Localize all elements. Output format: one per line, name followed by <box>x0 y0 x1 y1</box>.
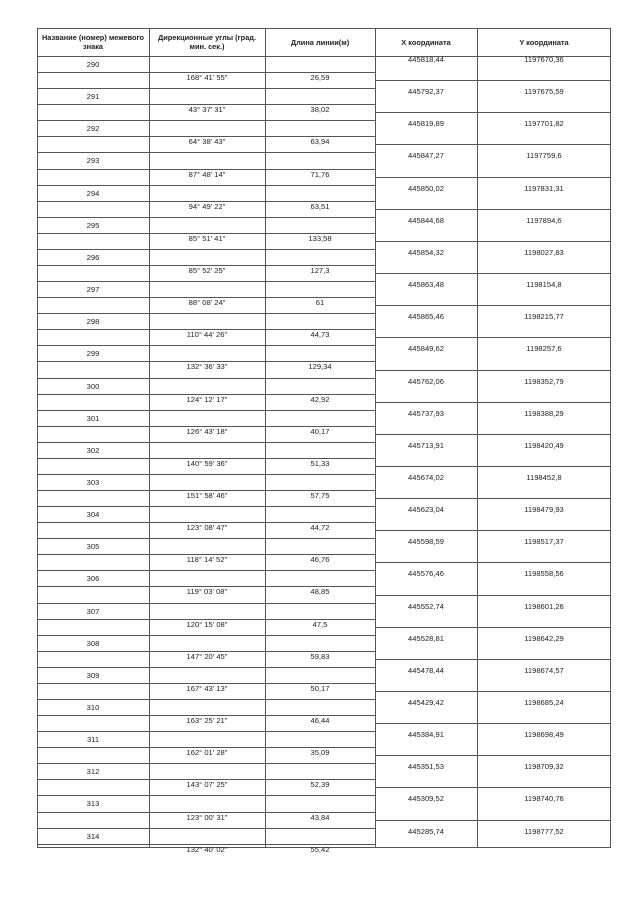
row-divider <box>37 731 375 732</box>
point-name: 304 <box>86 510 100 520</box>
line-length: 46,44 <box>310 716 330 726</box>
table-top-border <box>37 28 611 29</box>
direction-angle: 143° 07' 25" <box>186 780 228 790</box>
line-length: 38,02 <box>310 105 330 115</box>
row-divider <box>37 570 375 571</box>
x-coordinate: 445429,42 <box>408 698 444 707</box>
header-x-coordinate: X координата <box>401 37 451 47</box>
direction-angle: 85° 51' 41" <box>188 233 226 243</box>
point-name: 306 <box>86 574 100 584</box>
row-divider <box>37 120 375 121</box>
header-line-length: Длина линии(м) <box>290 37 350 47</box>
row-divider <box>375 402 611 403</box>
row-divider <box>375 659 611 660</box>
row-divider <box>375 209 611 210</box>
point-name: 293 <box>86 156 100 166</box>
row-divider <box>375 370 611 371</box>
line-length: 26,59 <box>310 73 330 83</box>
direction-angle: 118° 14' 52" <box>186 555 228 565</box>
point-name: 300 <box>86 381 100 391</box>
point-name: 308 <box>86 638 100 648</box>
row-divider <box>37 410 375 411</box>
line-length: 40,17 <box>310 426 330 436</box>
row-divider <box>37 828 375 829</box>
y-coordinate: 1198685,24 <box>524 698 564 707</box>
line-length: 57,75 <box>310 491 330 501</box>
y-coordinate: 1198352,79 <box>524 376 564 386</box>
row-divider <box>375 627 611 628</box>
x-coordinate: 445847,27 <box>408 151 444 161</box>
direction-angle: 140° 59' 36" <box>186 458 228 468</box>
point-name: 313 <box>86 799 100 809</box>
point-name: 312 <box>86 767 100 777</box>
direction-angle: 110° 44' 26" <box>186 330 228 340</box>
point-name: 290 <box>86 60 100 69</box>
x-coordinate: 445674,02 <box>408 472 444 482</box>
x-coordinate: 445737,93 <box>408 408 444 418</box>
x-coordinate: 445384,91 <box>408 730 444 740</box>
line-length: 127,3 <box>310 265 330 275</box>
point-name: 292 <box>86 124 100 134</box>
direction-angle: 94° 49' 22" <box>188 201 226 211</box>
point-name: 294 <box>86 188 100 198</box>
x-coordinate: 445819,89 <box>408 119 444 129</box>
x-coordinate: 445818,44 <box>408 55 444 64</box>
x-coordinate: 445576,46 <box>408 569 444 579</box>
direction-angle: 123° 08' 47" <box>186 523 228 533</box>
y-coordinate: 1198777,52 <box>524 826 564 836</box>
point-name: 299 <box>86 349 100 359</box>
line-length: 35,09 <box>310 748 330 758</box>
point-name: 298 <box>86 317 100 327</box>
line-length: 46,76 <box>310 555 330 565</box>
header-y-coordinate: Y координата <box>519 37 569 47</box>
point-name: 295 <box>86 220 100 230</box>
line-length: 44,73 <box>310 330 330 340</box>
y-coordinate: 1198601,26 <box>524 601 564 611</box>
direction-angle: 163° 25' 21" <box>186 716 228 726</box>
direction-angle: 85° 52' 25" <box>188 265 226 275</box>
row-divider <box>37 635 375 636</box>
line-length: 50,17 <box>310 683 330 693</box>
boundary-table <box>37 28 611 854</box>
row-divider <box>375 112 611 113</box>
point-name: 307 <box>86 606 100 616</box>
y-coordinate: 1198698,49 <box>524 730 564 740</box>
line-length: 129,34 <box>308 362 332 372</box>
point-name: 296 <box>86 252 100 262</box>
row-divider <box>375 144 611 145</box>
y-coordinate: 1198517,37 <box>524 537 564 547</box>
row-divider <box>375 337 611 338</box>
point-name: 305 <box>86 542 100 552</box>
y-coordinate: 1198558,56 <box>524 569 564 579</box>
direction-angle: 64° 38' 43" <box>188 137 226 147</box>
row-divider <box>375 820 611 821</box>
y-coordinate: 1198709,32 <box>524 762 564 772</box>
direction-angle: 126° 43' 18" <box>186 426 228 436</box>
line-length: 63,94 <box>310 137 330 147</box>
x-coordinate: 445598,59 <box>408 537 444 547</box>
y-coordinate: 1197670,36 <box>524 55 564 64</box>
line-length: 43,84 <box>310 812 330 822</box>
row-divider <box>375 498 611 499</box>
line-length: 51,33 <box>310 458 330 468</box>
y-coordinate: 1198388,29 <box>524 408 564 418</box>
row-divider <box>37 442 375 443</box>
point-name: 301 <box>86 413 100 423</box>
y-coordinate: 1197701,82 <box>524 119 564 129</box>
y-coordinate: 1198479,93 <box>524 505 564 515</box>
direction-angle: 132° 40' 02" <box>186 844 228 854</box>
point-name: 309 <box>86 670 100 680</box>
row-divider <box>37 474 375 475</box>
row-divider <box>375 273 611 274</box>
point-name: 302 <box>86 445 100 455</box>
x-coordinate: 445285,74 <box>408 826 444 836</box>
line-length: 52,39 <box>310 780 330 790</box>
direction-angle: 168° 41' 55" <box>186 73 228 83</box>
x-coordinate: 445844,68 <box>408 215 444 225</box>
y-coordinate: 1198257,6 <box>526 344 562 354</box>
header-point-name: Название (номер) межевого знака <box>41 33 145 51</box>
line-length: 71,76 <box>310 169 330 179</box>
line-length: 48,85 <box>310 587 330 597</box>
direction-angle: 43° 37' 31" <box>188 105 226 115</box>
point-name: 297 <box>86 285 100 295</box>
direction-angle: 123° 00' 31" <box>186 812 228 822</box>
row-divider <box>37 506 375 507</box>
row-divider <box>375 434 611 435</box>
point-name: 314 <box>86 831 100 841</box>
header-direction-angle: Дирекционные углы (град. мин. сек.) <box>157 33 257 51</box>
y-coordinate: 1197675,59 <box>524 87 564 97</box>
x-coordinate: 445762,06 <box>408 376 444 386</box>
direction-angle: 87° 48' 14" <box>188 169 226 179</box>
x-coordinate: 445623,04 <box>408 505 444 515</box>
row-divider <box>37 538 375 539</box>
row-divider <box>375 787 611 788</box>
x-coordinate: 445552,74 <box>408 601 444 611</box>
row-divider <box>37 667 375 668</box>
row-divider <box>37 699 375 700</box>
line-length: 59,83 <box>310 651 330 661</box>
point-name: 310 <box>86 703 100 712</box>
x-coordinate: 445854,32 <box>408 247 444 257</box>
y-coordinate: 1198642,29 <box>524 633 564 643</box>
y-coordinate: 1197831,31 <box>524 183 564 193</box>
x-coordinate: 445792,37 <box>408 87 444 97</box>
line-length: 63,51 <box>310 201 330 211</box>
y-coordinate: 1198674,57 <box>524 665 564 675</box>
row-divider <box>375 595 611 596</box>
line-length: 44,72 <box>310 523 330 533</box>
line-length: 61 <box>315 298 325 308</box>
line-length: 47,5 <box>312 619 328 629</box>
direction-angle: 132° 36' 33" <box>186 362 228 372</box>
point-name: 311 <box>86 735 100 745</box>
row-divider <box>375 466 611 467</box>
row-divider <box>37 603 375 604</box>
direction-angle: 167° 43' 13" <box>186 683 228 693</box>
direction-angle: 162° 01' 28" <box>186 748 228 758</box>
row-divider <box>375 723 611 724</box>
y-coordinate: 1197759,6 <box>526 151 562 161</box>
x-coordinate: 445850,02 <box>408 183 444 193</box>
y-coordinate: 1198740,76 <box>524 794 564 804</box>
row-divider <box>37 378 375 379</box>
row-divider <box>37 249 375 250</box>
row-divider <box>375 241 611 242</box>
y-coordinate: 1197894,6 <box>526 215 562 225</box>
row-divider <box>375 177 611 178</box>
x-coordinate: 445478,44 <box>408 665 444 675</box>
row-divider <box>375 562 611 563</box>
direction-angle: 120° 15' 08" <box>186 619 228 629</box>
row-divider <box>375 80 611 81</box>
row-divider <box>37 795 375 796</box>
y-coordinate: 1198154,8 <box>526 280 562 290</box>
row-divider <box>375 305 611 306</box>
row-divider <box>375 755 611 756</box>
row-divider <box>37 345 375 346</box>
x-coordinate: 445309,52 <box>408 794 444 804</box>
row-divider <box>37 217 375 218</box>
point-name: 303 <box>86 477 100 487</box>
y-coordinate: 1198215,77 <box>524 312 564 322</box>
y-coordinate: 1198452,8 <box>526 472 562 482</box>
x-coordinate: 445351,53 <box>408 762 444 772</box>
x-coordinate: 445849,62 <box>408 344 444 354</box>
row-divider <box>375 530 611 531</box>
x-coordinate: 445713,91 <box>408 440 444 450</box>
row-divider <box>37 763 375 764</box>
direction-angle: 88° 08' 24" <box>188 298 226 308</box>
row-divider <box>37 313 375 314</box>
y-coordinate: 1198027,83 <box>524 247 564 257</box>
x-coordinate: 445528,81 <box>408 633 444 643</box>
line-length: 133,58 <box>308 233 332 243</box>
row-divider <box>37 152 375 153</box>
column-divider <box>37 28 38 848</box>
row-divider <box>37 185 375 186</box>
line-length: 42,92 <box>310 394 330 404</box>
x-coordinate: 445865,46 <box>408 312 444 322</box>
line-length: 55,42 <box>310 844 330 854</box>
row-divider <box>37 88 375 89</box>
point-name: 291 <box>86 92 100 102</box>
row-divider <box>37 281 375 282</box>
direction-angle: 151° 58' 46" <box>186 491 228 501</box>
y-coordinate: 1198420,49 <box>524 440 564 450</box>
direction-angle: 119° 03' 08" <box>186 587 228 597</box>
direction-angle: 124° 12' 17" <box>186 394 228 404</box>
x-coordinate: 445863,48 <box>408 280 444 290</box>
row-divider <box>375 691 611 692</box>
direction-angle: 147° 20' 45" <box>186 651 228 661</box>
